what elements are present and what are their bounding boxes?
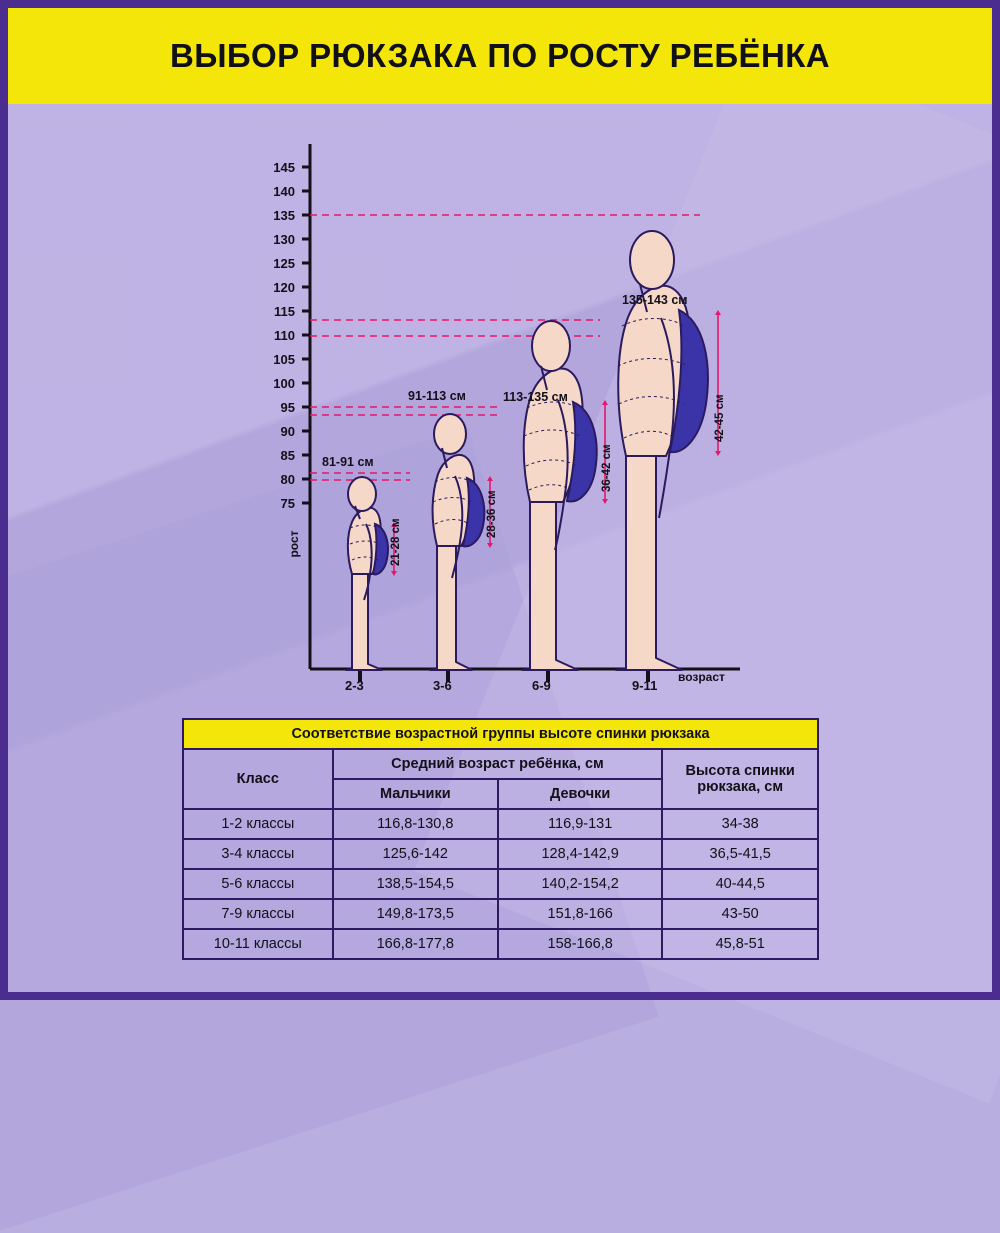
svg-text:90: 90 xyxy=(280,424,295,439)
y-axis-ticks xyxy=(273,160,310,511)
header-banner xyxy=(8,8,992,104)
table-row xyxy=(183,839,818,869)
height-label-3-6: 91-113 см xyxy=(408,389,466,403)
height-label-6-9: 113-135 см xyxy=(503,390,568,404)
backpack-label-9-11: 42-45 см xyxy=(714,394,726,442)
header-class: Класс xyxy=(183,749,333,809)
header-avg-age: Средний возраст ребёнка, см xyxy=(333,749,663,779)
backpack-label-2-3: 21-28 см xyxy=(390,518,402,566)
row-class: 5-6 классы xyxy=(183,869,333,899)
row-girls: 116,9-131 xyxy=(498,809,662,839)
svg-text:100: 100 xyxy=(273,376,295,391)
row-height: 34-38 xyxy=(662,809,818,839)
svg-text:120: 120 xyxy=(273,280,295,295)
svg-text:135: 135 xyxy=(273,208,295,223)
row-height: 40-44,5 xyxy=(662,869,818,899)
row-boys: 149,8-173,5 xyxy=(333,899,498,929)
svg-text:3-6: 3-6 xyxy=(433,678,452,693)
row-girls: 151,8-166 xyxy=(498,899,662,929)
svg-text:110: 110 xyxy=(274,328,295,343)
svg-text:130: 130 xyxy=(273,232,295,247)
x-axis-ticks xyxy=(360,669,648,682)
row-class: 10-11 классы xyxy=(183,929,333,959)
svg-text:105: 105 xyxy=(273,352,295,367)
svg-text:2-3: 2-3 xyxy=(345,678,364,693)
row-girls: 140,2-154,2 xyxy=(498,869,662,899)
row-height: 43-50 xyxy=(662,899,818,929)
x-axis-label: возраст xyxy=(678,670,725,684)
svg-text:6-9: 6-9 xyxy=(532,678,551,693)
row-height: 45,8-51 xyxy=(662,929,818,959)
row-class: 7-9 классы xyxy=(183,899,333,929)
header-girls: Девочки xyxy=(498,779,662,809)
header-boys: Мальчики xyxy=(333,779,498,809)
svg-text:95: 95 xyxy=(280,400,295,415)
table-row xyxy=(183,869,818,899)
child-figure-6-9 xyxy=(503,321,613,670)
growth-chart xyxy=(0,104,1000,704)
row-boys: 116,8-130,8 xyxy=(333,809,498,839)
table-row xyxy=(183,809,818,839)
svg-text:145: 145 xyxy=(273,160,295,175)
row-boys: 125,6-142 xyxy=(333,839,498,869)
backpack-label-3-6: 28-36 см xyxy=(486,490,498,538)
child-figure-9-11 xyxy=(616,231,726,670)
child-figure-3-6 xyxy=(408,389,498,670)
y-axis-label: рост xyxy=(287,530,301,558)
row-boys: 166,8-177,8 xyxy=(333,929,498,959)
row-class: 1-2 классы xyxy=(183,809,333,839)
child-figure-2-3 xyxy=(322,455,402,670)
table-title: Соответствие возрастной группы высоте спинки рюкзака xyxy=(183,719,818,749)
spec-table xyxy=(182,718,819,960)
height-label-2-3: 81-91 см xyxy=(322,455,374,469)
svg-text:85: 85 xyxy=(280,448,295,463)
page-title: ВЫБОР РЮКЗАКА ПО РОСТУ РЕБЁНКА xyxy=(169,37,831,74)
table-row xyxy=(183,929,818,959)
spec-table-container xyxy=(182,718,819,960)
svg-text:125: 125 xyxy=(273,256,295,271)
x-axis-tick-labels xyxy=(345,678,657,693)
row-class: 3-4 классы xyxy=(183,839,333,869)
svg-text:9-11: 9-11 xyxy=(632,678,658,693)
table-header-row-1 xyxy=(183,749,818,779)
svg-text:80: 80 xyxy=(280,472,295,487)
row-height: 36,5-41,5 xyxy=(662,839,818,869)
row-girls: 158-166,8 xyxy=(498,929,662,959)
svg-text:75: 75 xyxy=(280,496,295,511)
row-girls: 128,4-142,9 xyxy=(498,839,662,869)
table-title-row xyxy=(183,719,818,749)
height-label-9-11: 135-143 см xyxy=(622,293,688,307)
table-row xyxy=(183,899,818,929)
header-backpack-height: Высота спинки рюкзака, см xyxy=(662,749,818,809)
svg-text:140: 140 xyxy=(273,184,295,199)
row-boys: 138,5-154,5 xyxy=(333,869,498,899)
svg-text:115: 115 xyxy=(274,304,295,319)
backpack-label-6-9: 36-42 см xyxy=(601,444,613,492)
